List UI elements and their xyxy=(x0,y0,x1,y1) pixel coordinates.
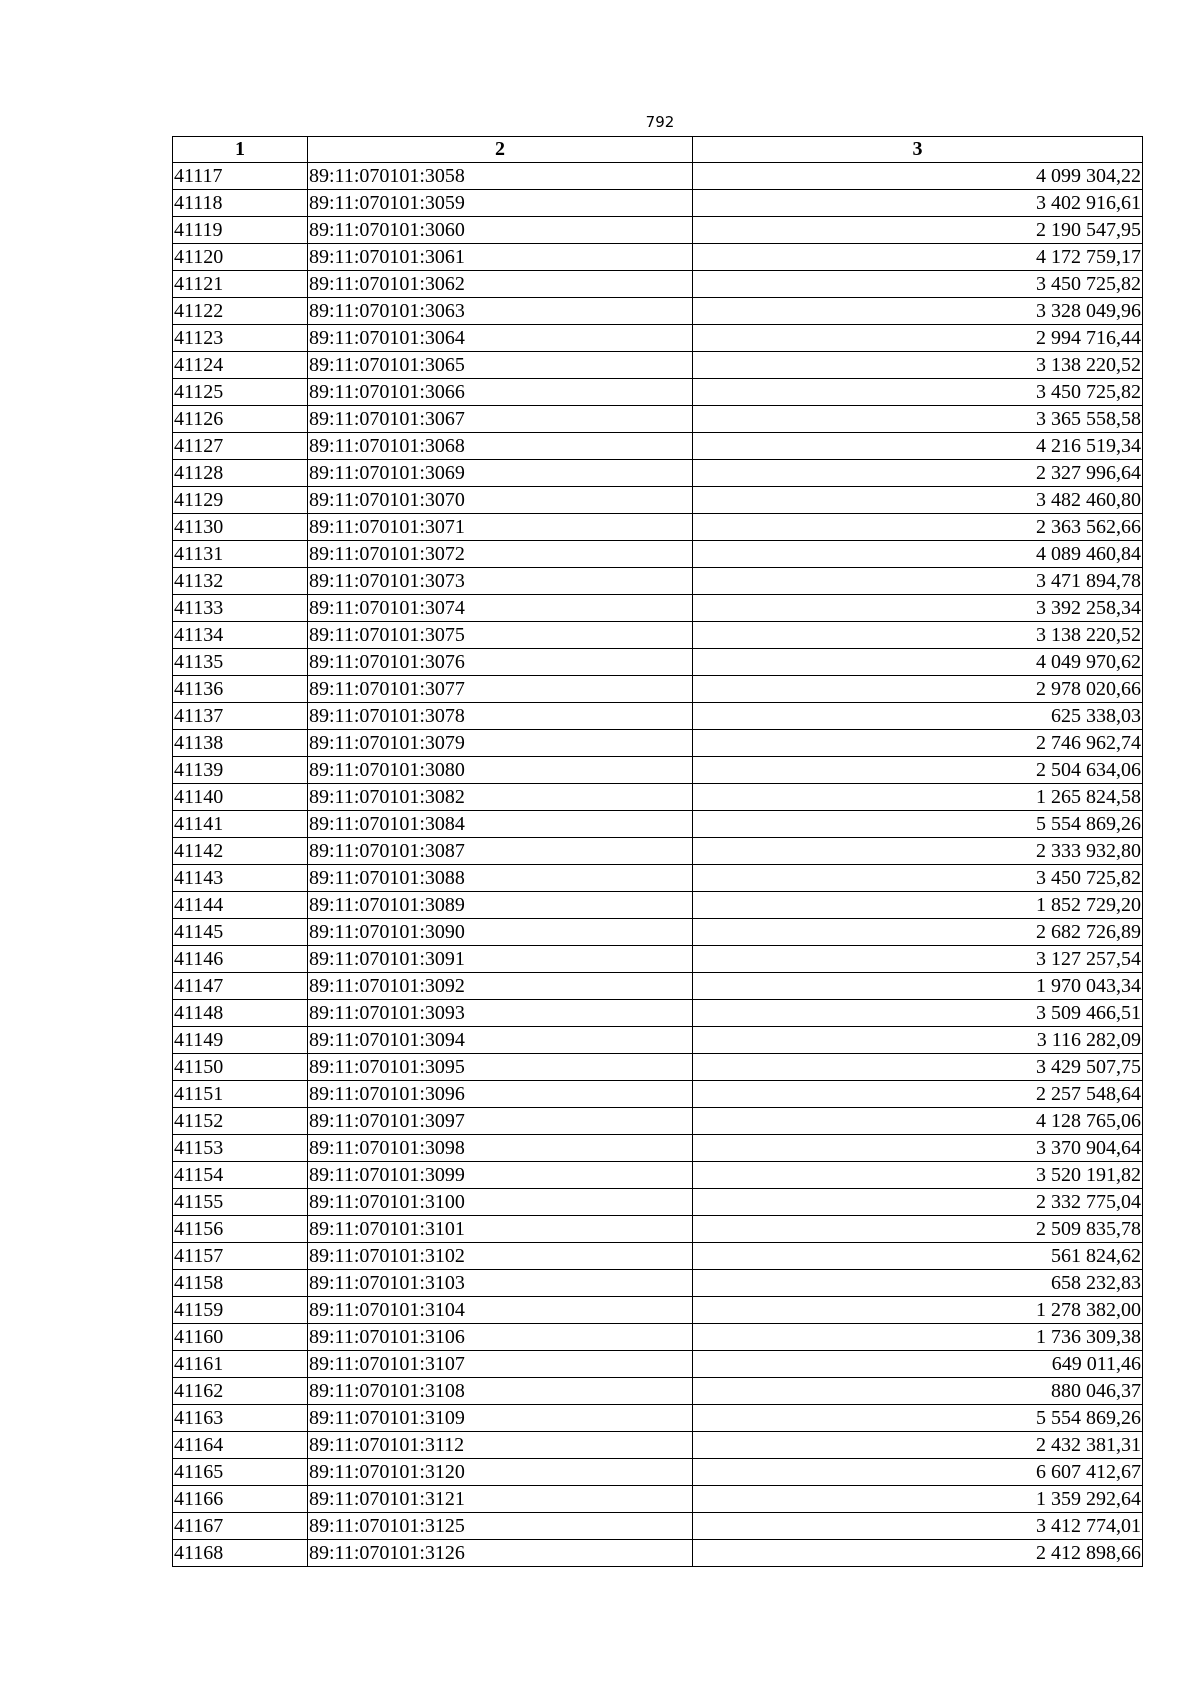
row-number-cell: 41128 xyxy=(173,460,308,487)
cadastral-number-cell: 89:11:070101:3071 xyxy=(308,514,693,541)
row-number-cell: 41142 xyxy=(173,838,308,865)
cadastral-number-cell: 89:11:070101:3093 xyxy=(308,1000,693,1027)
cadastral-number-cell: 89:11:070101:3069 xyxy=(308,460,693,487)
cadastral-number-cell: 89:11:070101:3107 xyxy=(308,1351,693,1378)
table-row xyxy=(173,1162,1143,1189)
table-row xyxy=(173,271,1143,298)
cadastral-number-cell: 89:11:070101:3084 xyxy=(308,811,693,838)
cadastral-value-cell: 5 554 869,26 xyxy=(693,1405,1143,1432)
cadastral-value-cell: 3 450 725,82 xyxy=(693,865,1143,892)
row-number-cell: 41150 xyxy=(173,1054,308,1081)
cadastral-value-cell: 1 265 824,58 xyxy=(693,784,1143,811)
cadastral-value-cell: 649 011,46 xyxy=(693,1351,1143,1378)
cadastral-number-cell: 89:11:070101:3094 xyxy=(308,1027,693,1054)
cadastral-number-cell: 89:11:070101:3098 xyxy=(308,1135,693,1162)
table-row xyxy=(173,1000,1143,1027)
row-number-cell: 41149 xyxy=(173,1027,308,1054)
table-body xyxy=(173,163,1143,1567)
row-number-cell: 41127 xyxy=(173,433,308,460)
cadastral-number-cell: 89:11:070101:3121 xyxy=(308,1486,693,1513)
cadastral-number-cell: 89:11:070101:3091 xyxy=(308,946,693,973)
cadastral-number-cell: 89:11:070101:3104 xyxy=(308,1297,693,1324)
table-row xyxy=(173,1378,1143,1405)
page-number: 792 xyxy=(645,113,675,131)
table-row xyxy=(173,1513,1143,1540)
row-number-cell: 41145 xyxy=(173,919,308,946)
cadastral-number-cell: 89:11:070101:3062 xyxy=(308,271,693,298)
cadastral-number-cell: 89:11:070101:3079 xyxy=(308,730,693,757)
row-number-cell: 41124 xyxy=(173,352,308,379)
cadastral-value-cell: 3 116 282,09 xyxy=(693,1027,1143,1054)
row-number-cell: 41153 xyxy=(173,1135,308,1162)
cadastral-value-cell: 2 412 898,66 xyxy=(693,1540,1143,1567)
cadastral-number-cell: 89:11:070101:3077 xyxy=(308,676,693,703)
table-row xyxy=(173,1351,1143,1378)
table-row xyxy=(173,595,1143,622)
cadastral-value-cell: 4 049 970,62 xyxy=(693,649,1143,676)
cadastral-number-cell: 89:11:070101:3095 xyxy=(308,1054,693,1081)
cadastral-value-cell: 3 412 774,01 xyxy=(693,1513,1143,1540)
cadastral-number-cell: 89:11:070101:3108 xyxy=(308,1378,693,1405)
table-row xyxy=(173,541,1143,568)
cadastral-number-cell: 89:11:070101:3068 xyxy=(308,433,693,460)
row-number-cell: 41135 xyxy=(173,649,308,676)
cadastral-number-cell: 89:11:070101:3067 xyxy=(308,406,693,433)
cadastral-number-cell: 89:11:070101:3101 xyxy=(308,1216,693,1243)
cadastral-value-cell: 2 257 548,64 xyxy=(693,1081,1143,1108)
table-row xyxy=(173,1243,1143,1270)
cadastral-number-cell: 89:11:070101:3078 xyxy=(308,703,693,730)
cadastral-value-table xyxy=(172,136,1143,1567)
cadastral-number-cell: 89:11:070101:3070 xyxy=(308,487,693,514)
cadastral-value-cell: 2 333 932,80 xyxy=(693,838,1143,865)
row-number-cell: 41143 xyxy=(173,865,308,892)
table-row xyxy=(173,1135,1143,1162)
cadastral-value-cell: 3 138 220,52 xyxy=(693,622,1143,649)
row-number-cell: 41148 xyxy=(173,1000,308,1027)
cadastral-number-cell: 89:11:070101:3089 xyxy=(308,892,693,919)
table-row xyxy=(173,433,1143,460)
cadastral-number-cell: 89:11:070101:3112 xyxy=(308,1432,693,1459)
row-number-cell: 41166 xyxy=(173,1486,308,1513)
cadastral-number-cell: 89:11:070101:3082 xyxy=(308,784,693,811)
cadastral-number-cell: 89:11:070101:3096 xyxy=(308,1081,693,1108)
cadastral-number-cell: 89:11:070101:3120 xyxy=(308,1459,693,1486)
cadastral-number-cell: 89:11:070101:3076 xyxy=(308,649,693,676)
cadastral-number-cell: 89:11:070101:3097 xyxy=(308,1108,693,1135)
cadastral-value-cell: 3 138 220,52 xyxy=(693,352,1143,379)
table-row xyxy=(173,757,1143,784)
cadastral-number-cell: 89:11:070101:3106 xyxy=(308,1324,693,1351)
cadastral-number-cell: 89:11:070101:3088 xyxy=(308,865,693,892)
cadastral-value-cell: 2 509 835,78 xyxy=(693,1216,1143,1243)
cadastral-value-cell: 6 607 412,67 xyxy=(693,1459,1143,1486)
row-number-cell: 41129 xyxy=(173,487,308,514)
row-number-cell: 41161 xyxy=(173,1351,308,1378)
row-number-cell: 41164 xyxy=(173,1432,308,1459)
cadastral-number-cell: 89:11:070101:3087 xyxy=(308,838,693,865)
cadastral-value-cell: 3 450 725,82 xyxy=(693,379,1143,406)
cadastral-value-cell: 625 338,03 xyxy=(693,703,1143,730)
row-number-cell: 41146 xyxy=(173,946,308,973)
table-row xyxy=(173,1486,1143,1513)
cadastral-number-cell: 89:11:070101:3099 xyxy=(308,1162,693,1189)
table-row xyxy=(173,325,1143,352)
table-row xyxy=(173,811,1143,838)
table-row xyxy=(173,892,1143,919)
cadastral-value-cell: 561 824,62 xyxy=(693,1243,1143,1270)
cadastral-number-cell: 89:11:070101:3100 xyxy=(308,1189,693,1216)
cadastral-value-cell: 2 332 775,04 xyxy=(693,1189,1143,1216)
cadastral-value-cell: 2 363 562,66 xyxy=(693,514,1143,541)
table-row xyxy=(173,1216,1143,1243)
row-number-cell: 41159 xyxy=(173,1297,308,1324)
row-number-cell: 41162 xyxy=(173,1378,308,1405)
cadastral-number-cell: 89:11:070101:3092 xyxy=(308,973,693,1000)
cadastral-value-cell: 1 736 309,38 xyxy=(693,1324,1143,1351)
row-number-cell: 41168 xyxy=(173,1540,308,1567)
table-row xyxy=(173,568,1143,595)
column-header-1: 1 xyxy=(173,137,308,163)
cadastral-value-cell: 3 365 558,58 xyxy=(693,406,1143,433)
cadastral-value-cell: 1 359 292,64 xyxy=(693,1486,1143,1513)
cadastral-value-cell: 4 099 304,22 xyxy=(693,163,1143,190)
row-number-cell: 41122 xyxy=(173,298,308,325)
table-row xyxy=(173,1189,1143,1216)
cadastral-value-cell: 3 370 904,64 xyxy=(693,1135,1143,1162)
row-number-cell: 41139 xyxy=(173,757,308,784)
cadastral-number-cell: 89:11:070101:3090 xyxy=(308,919,693,946)
table-row xyxy=(173,1270,1143,1297)
table-header-row xyxy=(173,137,1143,163)
cadastral-value-cell: 3 450 725,82 xyxy=(693,271,1143,298)
row-number-cell: 41137 xyxy=(173,703,308,730)
cadastral-number-cell: 89:11:070101:3125 xyxy=(308,1513,693,1540)
cadastral-number-cell: 89:11:070101:3058 xyxy=(308,163,693,190)
cadastral-value-cell: 4 172 759,17 xyxy=(693,244,1143,271)
row-number-cell: 41132 xyxy=(173,568,308,595)
table-row xyxy=(173,514,1143,541)
row-number-cell: 41165 xyxy=(173,1459,308,1486)
table-row xyxy=(173,487,1143,514)
cadastral-value-cell: 3 127 257,54 xyxy=(693,946,1143,973)
cadastral-value-cell: 4 128 765,06 xyxy=(693,1108,1143,1135)
cadastral-value-cell: 4 216 519,34 xyxy=(693,433,1143,460)
table-row xyxy=(173,217,1143,244)
cadastral-number-cell: 89:11:070101:3065 xyxy=(308,352,693,379)
cadastral-value-cell: 3 471 894,78 xyxy=(693,568,1143,595)
cadastral-value-cell: 2 682 726,89 xyxy=(693,919,1143,946)
cadastral-value-cell: 3 509 466,51 xyxy=(693,1000,1143,1027)
table-row xyxy=(173,838,1143,865)
row-number-cell: 41123 xyxy=(173,325,308,352)
row-number-cell: 41144 xyxy=(173,892,308,919)
table-row xyxy=(173,919,1143,946)
row-number-cell: 41155 xyxy=(173,1189,308,1216)
table-row xyxy=(173,784,1143,811)
cadastral-number-cell: 89:11:070101:3075 xyxy=(308,622,693,649)
row-number-cell: 41118 xyxy=(173,190,308,217)
cadastral-number-cell: 89:11:070101:3066 xyxy=(308,379,693,406)
cadastral-value-cell: 2 432 381,31 xyxy=(693,1432,1143,1459)
cadastral-number-cell: 89:11:070101:3126 xyxy=(308,1540,693,1567)
cadastral-value-cell: 3 429 507,75 xyxy=(693,1054,1143,1081)
cadastral-value-cell: 2 327 996,64 xyxy=(693,460,1143,487)
table-row xyxy=(173,1027,1143,1054)
cadastral-value-cell: 3 482 460,80 xyxy=(693,487,1143,514)
table-row xyxy=(173,1081,1143,1108)
row-number-cell: 41160 xyxy=(173,1324,308,1351)
table-row xyxy=(173,163,1143,190)
table-row xyxy=(173,1540,1143,1567)
table-row xyxy=(173,703,1143,730)
cadastral-value-cell: 3 328 049,96 xyxy=(693,298,1143,325)
row-number-cell: 41141 xyxy=(173,811,308,838)
table-row xyxy=(173,1432,1143,1459)
cadastral-value-cell: 5 554 869,26 xyxy=(693,811,1143,838)
cadastral-number-cell: 89:11:070101:3109 xyxy=(308,1405,693,1432)
cadastral-number-cell: 89:11:070101:3103 xyxy=(308,1270,693,1297)
cadastral-value-cell: 2 994 716,44 xyxy=(693,325,1143,352)
table-row xyxy=(173,1324,1143,1351)
row-number-cell: 41151 xyxy=(173,1081,308,1108)
table-row xyxy=(173,406,1143,433)
cadastral-number-cell: 89:11:070101:3102 xyxy=(308,1243,693,1270)
table-row xyxy=(173,1459,1143,1486)
row-number-cell: 41120 xyxy=(173,244,308,271)
table-row xyxy=(173,649,1143,676)
cadastral-value-cell: 658 232,83 xyxy=(693,1270,1143,1297)
cadastral-value-cell: 3 392 258,34 xyxy=(693,595,1143,622)
table-row xyxy=(173,973,1143,1000)
row-number-cell: 41131 xyxy=(173,541,308,568)
cadastral-value-cell: 3 402 916,61 xyxy=(693,190,1143,217)
cadastral-number-cell: 89:11:070101:3061 xyxy=(308,244,693,271)
table-row xyxy=(173,298,1143,325)
table-row xyxy=(173,1054,1143,1081)
table-row xyxy=(173,622,1143,649)
table-row xyxy=(173,946,1143,973)
row-number-cell: 41167 xyxy=(173,1513,308,1540)
cadastral-number-cell: 89:11:070101:3080 xyxy=(308,757,693,784)
table-row xyxy=(173,676,1143,703)
table-row xyxy=(173,352,1143,379)
cadastral-number-cell: 89:11:070101:3064 xyxy=(308,325,693,352)
cadastral-number-cell: 89:11:070101:3073 xyxy=(308,568,693,595)
row-number-cell: 41133 xyxy=(173,595,308,622)
cadastral-number-cell: 89:11:070101:3059 xyxy=(308,190,693,217)
table-row xyxy=(173,379,1143,406)
cadastral-value-cell: 1 852 729,20 xyxy=(693,892,1143,919)
table-row xyxy=(173,190,1143,217)
row-number-cell: 41126 xyxy=(173,406,308,433)
row-number-cell: 41154 xyxy=(173,1162,308,1189)
table-row xyxy=(173,244,1143,271)
table-row xyxy=(173,1297,1143,1324)
row-number-cell: 41163 xyxy=(173,1405,308,1432)
table-row xyxy=(173,865,1143,892)
row-number-cell: 41136 xyxy=(173,676,308,703)
cadastral-value-cell: 2 504 634,06 xyxy=(693,757,1143,784)
row-number-cell: 41140 xyxy=(173,784,308,811)
row-number-cell: 41157 xyxy=(173,1243,308,1270)
cadastral-value-cell: 2 746 962,74 xyxy=(693,730,1143,757)
cadastral-value-cell: 1 970 043,34 xyxy=(693,973,1143,1000)
table-row xyxy=(173,1108,1143,1135)
cadastral-number-cell: 89:11:070101:3060 xyxy=(308,217,693,244)
row-number-cell: 41125 xyxy=(173,379,308,406)
table-row xyxy=(173,1405,1143,1432)
cadastral-value-cell: 2 978 020,66 xyxy=(693,676,1143,703)
row-number-cell: 41119 xyxy=(173,217,308,244)
table-row xyxy=(173,460,1143,487)
cadastral-number-cell: 89:11:070101:3074 xyxy=(308,595,693,622)
cadastral-number-cell: 89:11:070101:3063 xyxy=(308,298,693,325)
column-header-3: 3 xyxy=(693,137,1143,163)
row-number-cell: 41117 xyxy=(173,163,308,190)
row-number-cell: 41152 xyxy=(173,1108,308,1135)
table-row xyxy=(173,730,1143,757)
cadastral-value-cell: 880 046,37 xyxy=(693,1378,1143,1405)
row-number-cell: 41130 xyxy=(173,514,308,541)
row-number-cell: 41121 xyxy=(173,271,308,298)
column-header-2: 2 xyxy=(308,137,693,163)
cadastral-number-cell: 89:11:070101:3072 xyxy=(308,541,693,568)
cadastral-value-cell: 3 520 191,82 xyxy=(693,1162,1143,1189)
row-number-cell: 41147 xyxy=(173,973,308,1000)
row-number-cell: 41158 xyxy=(173,1270,308,1297)
cadastral-value-cell: 2 190 547,95 xyxy=(693,217,1143,244)
cadastral-value-cell: 1 278 382,00 xyxy=(693,1297,1143,1324)
row-number-cell: 41134 xyxy=(173,622,308,649)
row-number-cell: 41156 xyxy=(173,1216,308,1243)
row-number-cell: 41138 xyxy=(173,730,308,757)
cadastral-value-cell: 4 089 460,84 xyxy=(693,541,1143,568)
